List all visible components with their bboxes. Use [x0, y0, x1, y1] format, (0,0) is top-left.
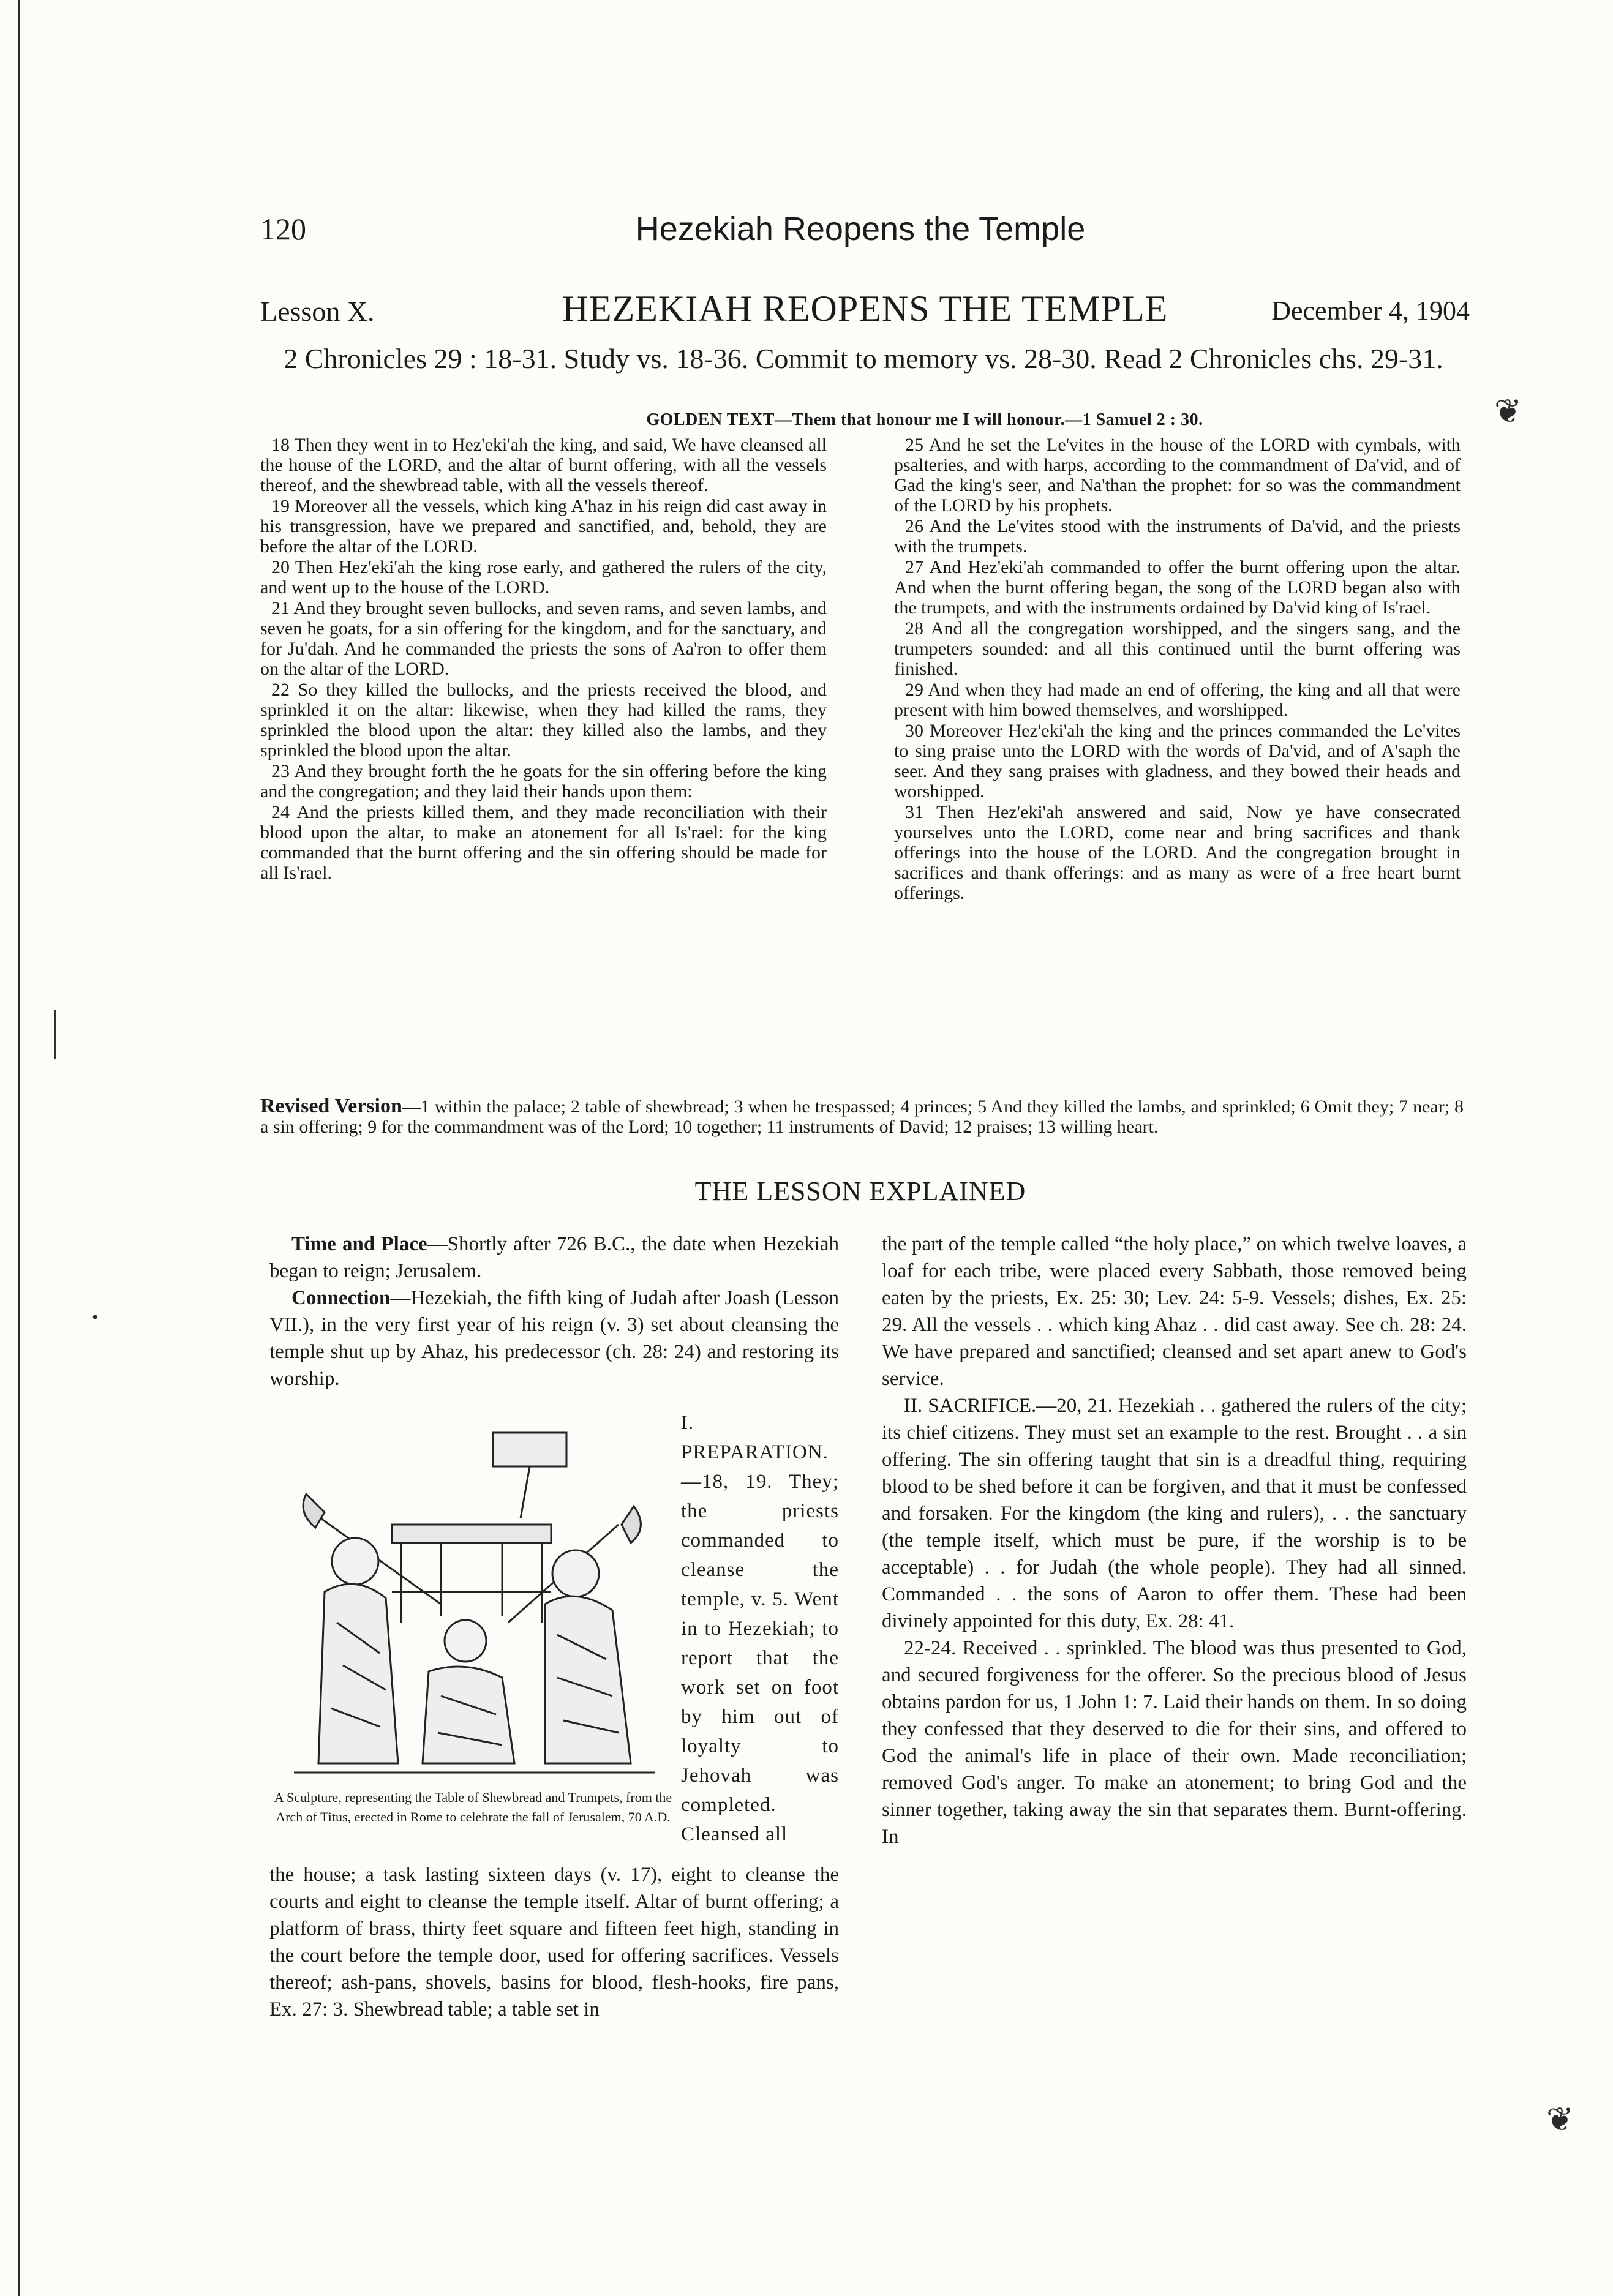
verse: 31 Then Hez'eki'ah answered and said, Now ye have consecrated yourselves unto the LORD, come near and bring sacrifices and thank offerings into the house of the LORD. And the congregation brought in sacrifices and thank offerings: and as many as were of a free heart burnt offerings.	[894, 802, 1461, 903]
running-head-title: Hezekiah Reopens the Temple	[635, 211, 1086, 247]
verse: 23 And they brought forth the he goats for the sin offering before the king and the congregation; and they laid their hands upon them:	[260, 761, 827, 801]
revised-version-text: —1 within the palace; 2 table of shewbread; 3 when he trespassed; 4 princes; 5 And they killed the lambs, and sprinkled; 6 Omit they; 7 near; 8 a sin offering; 9 for the commandment was of the Lord; 10 together; 11 instruments of David; 12 praises; 13 willing heart.	[260, 1097, 1464, 1137]
golden-text: GOLDEN TEXT—Them that honour me I will honour.—1 Samuel 2 : 30.	[646, 410, 1203, 429]
verse: 21 And they brought seven bullocks, and seven rams, and seven lambs, and seven he goats, for a sin offering for the kingdom, and for the sanctuary, and for Ju'dah. And he commanded the priests the sons of Aa'ron to offer them on the altar of the LORD.	[260, 598, 827, 679]
section-heading: THE LESSON EXPLAINED	[694, 1176, 1026, 1206]
scan-margin-tick	[54, 1010, 56, 1059]
lesson-references: 2 Chronicles 29 : 18-31. Study vs. 18-36. Commit to memory vs. 28-30. Read 2 Chronicles chs. 29-31.	[284, 343, 1443, 374]
explained-left-intro	[269, 1231, 839, 1392]
verse: 24 And the priests killed them, and they made reconciliation with their blood upon the altar, to make an atonement for all Is'rael: for the king commanded that the burnt offering and the sin offering should be made for all Is'rael.	[260, 802, 827, 883]
figure-caption: A Sculpture, representing the Table of Shewbread and Trumpets, from the Arch of Titus, erected in Rome to celebrate the fall of Jerusalem, 70 A.D.	[274, 1790, 672, 1825]
explained-paragraph: II. SACRIFICE.—20, 21. Hezekiah . . gathered the rulers of the city; its chief citizens. They must set an example to the rest. Brought . . a sin offering. The sin offering taught that sin is a dreadful thing, requiring blood to be shed before it can be forgiven, and that it must be confessed and forsaken. For the kingdom (the king and rulers), . . the sanctuary (the temple itself, which must be pure, if the worship is to be acceptable) . . for Judah (the whole people). They had all sinned. Commanded . . the sons of Aaron to offer them. These had been divinely appointed for this duty, Ex. 28: 41.	[882, 1395, 1467, 1632]
lesson-date: December 4, 1904	[1271, 296, 1470, 326]
time-place-label: Time and Place	[291, 1233, 427, 1255]
verse: 18 Then they went in to Hez'eki'ah the king, and said, We have cleansed all the house of the LORD, and the altar of burnt offering, with all the vessels thereof, and the shewbread table, with all the vessels thereof.	[260, 435, 827, 495]
revised-version-notes	[260, 1096, 1464, 1137]
margin-dot-icon: •	[92, 1307, 99, 1327]
connection-text: —Hezekiah, the fifth king of Judah after Joash (Lesson VII.), in the very first year of his reign (v. 3) set about cleansing the temple shut up by Ahaz, his predecessor (ch. 28: 24) and restoring its worship.	[269, 1287, 839, 1390]
lesson-header	[260, 288, 1470, 337]
verse: 25 And he set the Le'vites in the house of the LORD with cymbals, with psalteries, and with harps, according to the commandment of Da'vid, and of Gad the king's seer, and Na'than the prophet: for so was the commandment of the LORD by his prophets.	[894, 435, 1461, 516]
shewbread-table-sculpture-image	[288, 1420, 661, 1782]
margin-ornament-icon: ❦	[1546, 2101, 1574, 2138]
page-number: 120	[260, 212, 306, 246]
lesson-title: HEZEKIAH REOPENS THE TEMPLE	[562, 288, 1168, 329]
verse: 30 Moreover Hez'eki'ah the king and the princes commanded the Le'vites to sing praise unto the LORD with the words of Da'vid, and of A'saph the seer. And they sang praises with gladness, and they bowed their heads and worshipped.	[894, 721, 1461, 801]
explained-paragraph: 22-24. Received . . sprinkled. The blood was thus presented to God, and secured forgiveness for the offerer. So the precious blood of Jesus obtains pardon for us, 1 John 1: 7. Laid their hands on them. In so doing they confessed that they deserved to die for their sins, and offered to God the animal's life in place of their own. Made reconciliation; removed God's anger. To make an atonement; to bring God and the sinner together, taking away the sin that separates them. Burnt-offering. In	[882, 1637, 1467, 1848]
explained-right-column	[882, 1231, 1467, 1850]
explained-paragraph: the part of the temple called “the holy place,” on which twelve loaves, a loaf for each tribe, were placed every Sabbath, those removed being eaten by the priests, Ex. 25: 30; Lev. 24: 5-9. Vessels; dishes, Ex. 25: 29. All the vessels . . which king Ahaz . . did cast away. See ch. 28: 24. We have prepared and sanctified; cleansed and set apart anew to God's service.	[882, 1233, 1467, 1390]
explained-paragraph: the house; a task lasting sixteen days (v. 17), eight to cleanse the courts and eight to cleanse the temple itself. Altar of burnt offering; a platform of brass, thirty feet square and fifteen feet high, standing in the court before the temple door, used for offering sacrifices. Vessels thereof; ash-pans, shovels, basins for blood, flesh-hooks, fire pans, Ex. 27: 3. Shewbread table; a table set in	[269, 1864, 839, 2020]
arch-of-titus-figure	[269, 1420, 677, 1861]
explained-left-continued	[269, 1861, 839, 2023]
lesson-number: Lesson X.	[260, 296, 375, 327]
time-place-text: —Shortly after 726 B.C., the date when Hezekiah began to reign; Jerusalem.	[269, 1233, 839, 1282]
verse: 29 And when they had made an end of offering, the king and all that were present with him bowed themselves, and worshipped.	[894, 680, 1461, 720]
verse: 26 And the Le'vites stood with the instruments of Da'vid, and the priests with the trumpets.	[894, 516, 1461, 557]
scan-edge-line	[18, 0, 20, 2296]
margin-ornament-icon: ❦	[1494, 393, 1522, 430]
verse: 27 And Hez'eki'ah commanded to offer the burnt offering upon the altar. And when the burnt offering began, the song of the LORD began also with the trumpets, and with the instruments ordained by Da'vid king of Is'rael.	[894, 557, 1461, 618]
explained-narrow-column: I. PREPARATION.—18, 19. They; the priests commanded to cleanse the temple, v. 5. Went in to Hezekiah; to report that the work set on foot by him out of loyalty to Jehovah was completed. Cleansed all	[681, 1412, 839, 1845]
verse: 20 Then Hez'eki'ah the king rose early, and gathered the rulers of the city, and went up to the house of the LORD.	[260, 557, 827, 598]
verse: 19 Moreover all the vessels, which king A'haz in his reign did cast away in his transgression, have we prepared and sanctified, and, behold, they are before the altar of the LORD.	[260, 496, 827, 557]
running-head	[260, 211, 1461, 260]
connection-label: Connection	[291, 1287, 391, 1309]
scripture-left-column	[260, 435, 827, 884]
revised-version-label: Revised Version	[260, 1095, 402, 1117]
scripture-right-column	[894, 435, 1461, 904]
verse: 22 So they killed the bullocks, and the priests received the blood, and sprinkled it on the altar: likewise, when they had killed the rams, they sprinkled the blood upon the altar: they killed also the lambs, and they sprinkled the blood upon the altar.	[260, 680, 827, 760]
verse: 28 And all the congregation worshipped, and the singers sang, and the trumpeters sounded: and all this continued until the burnt offering was finished.	[894, 618, 1461, 679]
